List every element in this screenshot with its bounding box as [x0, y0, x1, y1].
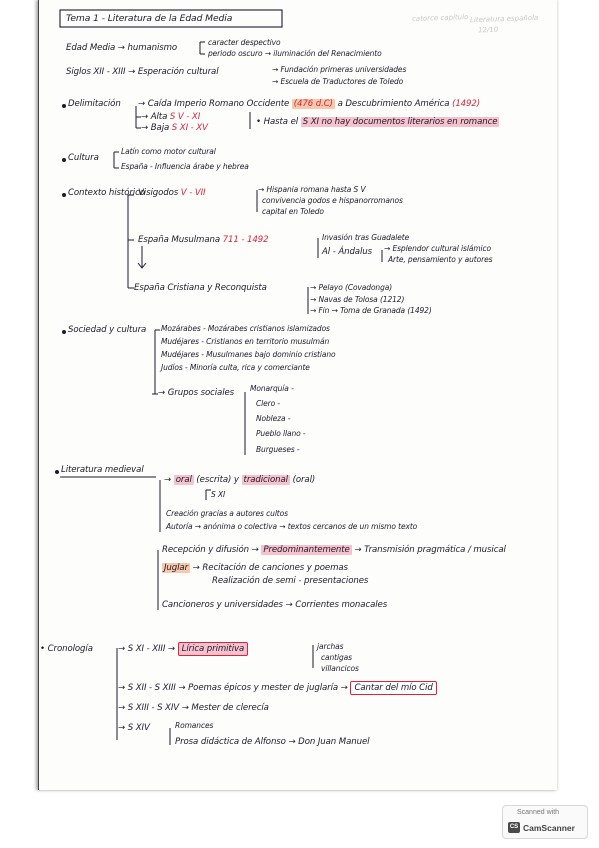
delimitacion-date-end: (1492) [452, 99, 481, 109]
sociedad-s2: Mudéjares - Cristianos en territorio musulmán [161, 337, 330, 346]
oral-end: (oral) [292, 475, 316, 485]
grupo-monarquia: Monarquía - [250, 384, 294, 393]
cristiana-c1: → Pelayo (Covadonga) [310, 283, 393, 292]
delimitacion-label: Delimitación [68, 99, 121, 109]
musulmana-label: España Musulmana [138, 235, 220, 245]
delimitacion-main [138, 100, 480, 109]
literatura-juglar [162, 564, 348, 573]
cronologia-romances: Romances [175, 721, 214, 730]
cronologia-prosa: Prosa didáctica de Alfonso → Don Juan Manuel [175, 737, 370, 747]
musulmana-m3: → Esplendor cultural islámico [384, 244, 492, 253]
cronologia-r2 [118, 684, 437, 693]
sociedad-s1: Mozárabes - Mozárabes cristianos islamizados [161, 324, 330, 333]
lirica-primitiva-box: Lírica primitiva [178, 642, 248, 656]
musulmana-m1: Invasión tras Guadalete [322, 233, 410, 242]
ghost-text-b: Literatura española [469, 13, 539, 25]
literatura-recepcion [162, 546, 506, 555]
recepcion-post: → Transmisión pragmática / musical [354, 545, 506, 555]
literatura-oral: → oral (escrita) y tradicional (oral) [164, 475, 316, 485]
camscanner-icon: CS [508, 822, 520, 833]
edad-media-b2: periodo oscuro → iluminación del Renacimiento [208, 49, 382, 58]
grupo-burgueses: Burgueses - [256, 445, 300, 454]
camscanner-brand: CamScanner [523, 823, 575, 833]
cantar-mio-cid-box: Cantar del mío Cid [350, 681, 436, 695]
delimitacion-main-mid: a Descubrimiento América [337, 99, 450, 109]
page-title: Tema 1 - Literatura de la Edad Media [66, 13, 233, 24]
r1-label: → S XI - XIII → [118, 644, 176, 654]
baja-label: → Baja [141, 123, 170, 133]
visigodos-label: Visigodos [138, 188, 179, 198]
baja-value: S XI - XV [171, 123, 208, 133]
cristiana-c3: → Fin → Toma de Granada (1492) [310, 306, 432, 315]
cronologia-cantigas: cantigas [321, 653, 352, 662]
cronologia-r1 [118, 645, 248, 654]
literatura-juglar-2: Realización de semi - presentaciones [212, 576, 369, 586]
siglos-b2: → Escuela de Traductores de Toledo [272, 77, 404, 86]
literatura-cancioneros: Cancioneros y universidades → Corrientes monacales [162, 600, 388, 610]
alta-label: → Alta [141, 112, 168, 122]
cristiana-c2: → Navas de Tolosa (1212) [310, 295, 405, 304]
contexto-label: Contexto histórico [68, 188, 145, 198]
baja-edad [141, 124, 208, 133]
literatura-c1: Creación gracias a autores cultos [166, 509, 288, 518]
visigodos-v3: capital en Toledo [262, 207, 324, 216]
cronologia-text: Cronología [47, 644, 93, 654]
musulmana-value: 711 - 1492 [222, 235, 269, 245]
delimitacion-date-start: (476 d.C) [293, 99, 333, 109]
visigodos-value: V - VII [180, 188, 206, 198]
ghost-text-a: catorce capitulo [411, 13, 469, 23]
delimitacion-note [256, 118, 499, 127]
bullet-cultura [62, 158, 66, 162]
juglar-post: → Recitación de canciones y poemas [192, 563, 348, 573]
cultura-b2: España - Influencia árabe y hebrea [121, 162, 249, 171]
bullet-contexto [62, 193, 66, 197]
tradicional-highlight: tradicional [243, 475, 288, 485]
recepcion-pre: Recepción y difusión → [162, 545, 259, 555]
alta-edad [141, 113, 200, 122]
cronologia-r3: → S XIII - S XIV → Mester de clerecía [118, 703, 269, 713]
alta-value: S V - XI [169, 112, 201, 122]
literatura-sxi: S XI [211, 490, 226, 499]
visigodos-v2: convivencia godos e hispanorromanos [262, 196, 403, 205]
cronologia-villancicos: villancicos [321, 664, 359, 673]
cristiana-label: España Cristiana y Reconquista [134, 283, 267, 293]
cultura-label: Cultura [68, 153, 99, 163]
cultura-b1: Latín como motor cultural [121, 147, 216, 156]
juglar-highlight: Juglar [164, 563, 189, 573]
cronologia-label: • Cronología [40, 644, 93, 654]
literatura-c2: Autoría → anónima o colectiva → textos cercanos de un mismo texto [166, 522, 418, 531]
musulmana-row [138, 236, 268, 245]
literatura-label: Literatura medieval [61, 465, 144, 475]
siglos-b1: → Fundación primeras universidades [272, 65, 407, 74]
camscanner-watermark [502, 805, 588, 839]
note-highlight: S XI no hay documentos literarios en romance [302, 117, 498, 127]
scanned-with-text: Scanned with [517, 809, 560, 816]
musulmana-m4: Arte, pensamiento y autores [388, 255, 493, 264]
visigodos-row [138, 189, 205, 198]
edad-media-b1: caracter despectivo [208, 38, 281, 47]
grupo-nobleza: Nobleza - [256, 414, 291, 423]
bullet-literatura [55, 470, 59, 474]
siglos-label: Siglos XII - XIII → Esperación cultural [66, 67, 219, 77]
r2-label: → S XII - S XIII → Poemas épicos y mester de juglaría → [118, 683, 348, 693]
oral-highlight: oral [175, 475, 192, 485]
ghost-text-c: 12/10 [477, 25, 499, 35]
sociedad-label: Sociedad y cultura [68, 325, 147, 335]
note-pre: • Hasta el [256, 117, 299, 127]
recepcion-highlight: Predominantemente [263, 545, 350, 555]
grupo-pueblo: Pueblo llano - [256, 429, 306, 438]
sociedad-s3: Mudéjares - Musulmanes bajo dominio cristiano [161, 350, 336, 359]
musulmana-m2: Al - Ándalus [322, 247, 372, 257]
visigodos-v1: → Hispania romana hasta S V [258, 185, 366, 194]
delimitacion-main-pre: → Caída Imperio Romano Occidente [138, 99, 290, 109]
bullet-sociedad [62, 330, 66, 334]
cronologia-r4: → S XIV [118, 723, 150, 733]
edad-media-label: Edad Media → humanismo [66, 43, 178, 53]
grupos-label: → Grupos sociales [158, 388, 235, 398]
cronologia-jarchas: jarchas [317, 642, 344, 651]
grupo-clero: Clero - [256, 399, 280, 408]
sociedad-s4: Judíos - Minoría culta, rica y comerciante [161, 363, 310, 372]
oral-mid: (escrita) y [196, 475, 239, 485]
bullet-delimitacion [62, 104, 66, 108]
